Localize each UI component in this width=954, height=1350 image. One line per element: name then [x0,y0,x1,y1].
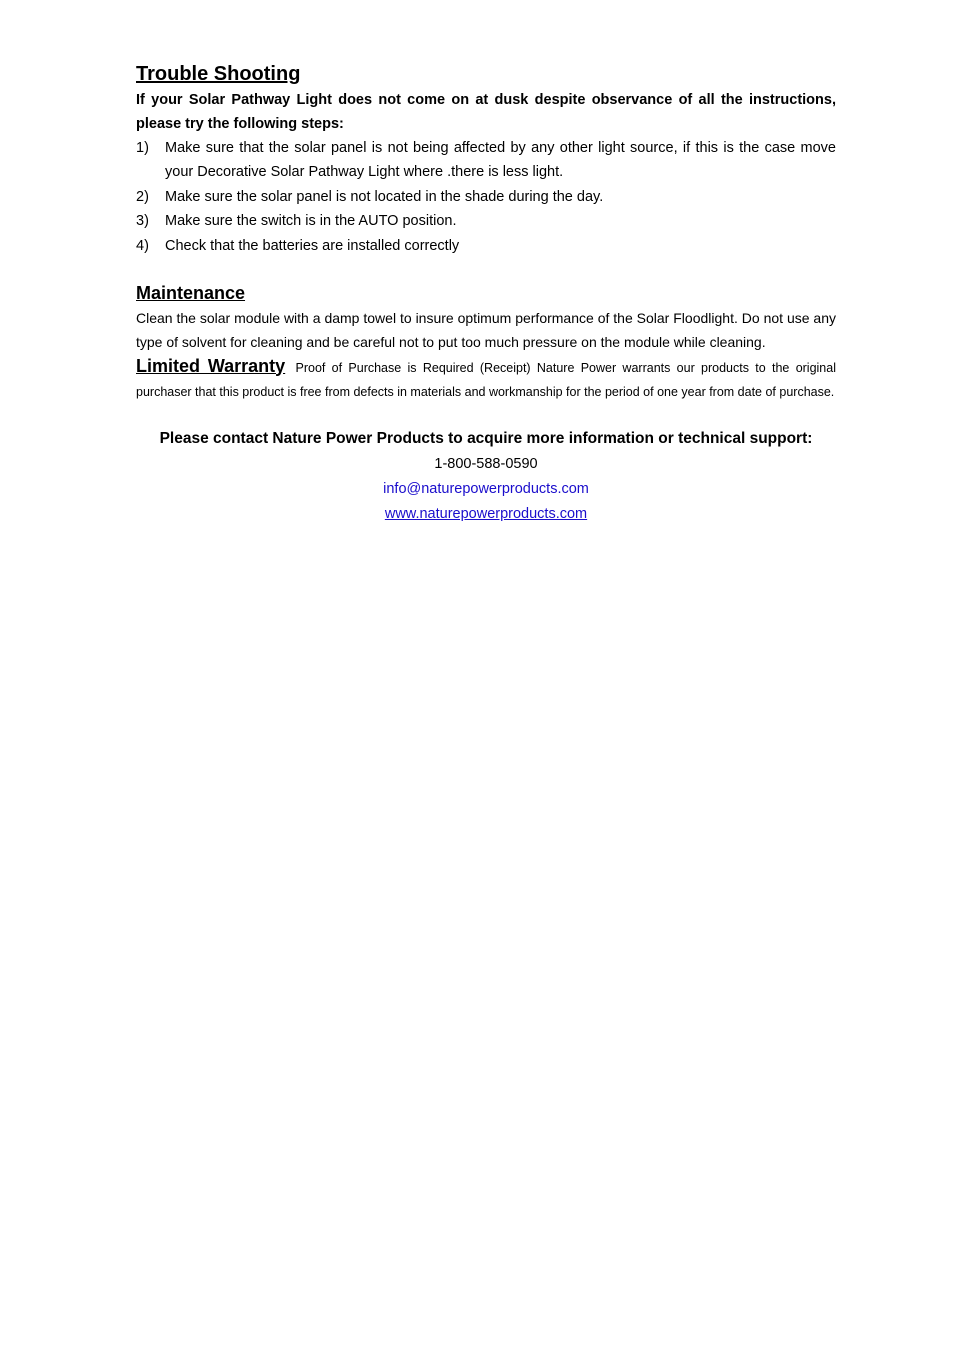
contact-section [136,426,836,527]
step-number: 1) [136,140,149,156]
contact-email-link[interactable]: info@naturepowerproducts.com [383,480,589,497]
maintenance-text: Clean the solar module with a damp towel to insure optimum performance of the Solar Floodlight. Do not use any type of solvent for cleaning and be careful not to put too much pressure on the module while cleaning. [136,309,836,350]
step-text: Check that the batteries are installed correctly [165,237,460,254]
page-content [136,60,836,527]
troubleshooting-intro: If your Solar Pathway Light does not come on at dusk despite observance of all the instructions, please try the following steps: [136,92,836,132]
troubleshooting-heading: Trouble Shooting [136,63,301,85]
step-text: Make sure the switch is in the AUTO position. [165,213,457,229]
maintenance-heading: Maintenance [136,282,246,303]
contact-lead: Please contact Nature Power Products to acquire more information or technical support: [159,429,813,447]
list-item [136,185,836,209]
troubleshooting-steps [136,136,836,258]
warranty-heading: Limited Warranty [136,355,286,376]
step-number: 4) [136,237,149,254]
warranty-section [136,354,836,404]
warranty-text: Proof of Purchase is Required (Receipt) Nature Power warrants our products to the original purchaser that this product is free from defects in materials and workmanship for the period of one year from date of purchase. [136,360,836,399]
step-number: 3) [136,213,149,229]
warranty-paragraph [136,354,836,404]
step-text: Make sure the solar panel is not located in the shade during the day. [165,188,604,205]
step-text: Make sure that the solar panel is not being affected by any other light source, if this is the case move your Decorative Solar Pathway Light where .there is less light. [165,140,836,180]
contact-website-link[interactable]: www.naturepowerproducts.com [384,505,588,522]
list-item [136,234,836,258]
step-number: 2) [136,188,149,205]
troubleshooting-section [136,60,836,258]
list-item [136,209,836,233]
contact-phone: 1-800-588-0590 [434,455,538,472]
maintenance-section [136,280,836,354]
list-item [136,136,836,184]
